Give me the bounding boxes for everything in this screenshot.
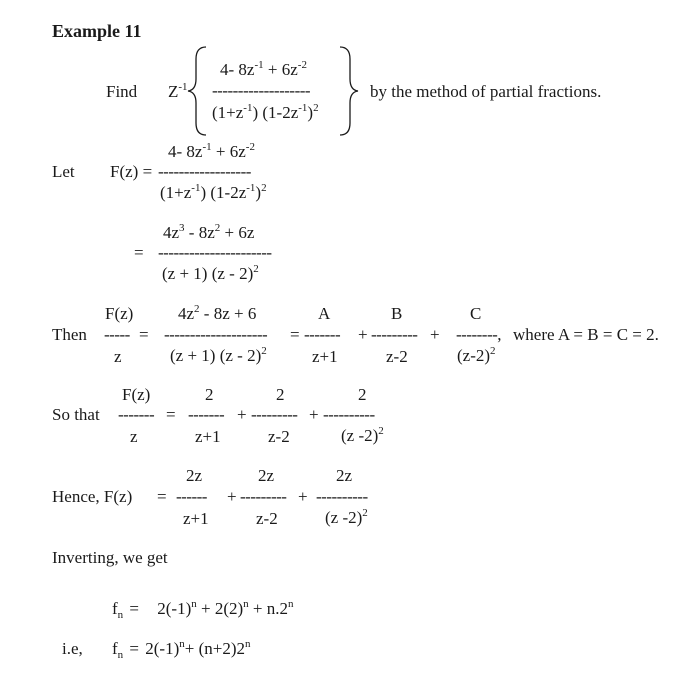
then-c-denominator: $(z-2)^2$ [457, 345, 496, 365]
find-numerator: 4- $8z^{-1} + 6z^{-2}$ [220, 59, 307, 79]
sothat-plus-2: + [309, 405, 319, 424]
sothat-term1-bar: ------- [188, 405, 225, 424]
hence-label: Hence, F(z) [52, 487, 133, 506]
then-label: Then [52, 325, 87, 344]
then-b-bar: --------- [371, 325, 418, 344]
let-fraction-bar: ------------------ [158, 162, 251, 181]
then-mid-numerator: $4z^2 - 8z + 6$ [178, 303, 257, 323]
left-brace-icon [186, 45, 212, 137]
sothat-term3-bar: ---------- [323, 405, 375, 424]
then-lhs-numerator: F(z) [105, 304, 134, 323]
z-inverse-operator: $Z^{-1}$ [168, 81, 188, 101]
ie-label: i.e, [62, 639, 83, 658]
sothat-lhs-denominator: z [130, 427, 138, 446]
hence-equals: = [157, 487, 167, 506]
step2-equals: = [134, 243, 144, 262]
sothat-lhs-bar: ------- [118, 405, 155, 424]
sothat-label: So that [52, 405, 100, 424]
hence-term3-bar: ---------- [316, 487, 368, 506]
find-label: Find [106, 82, 138, 101]
hence-plus-2: + [298, 487, 308, 506]
then-a-denominator: z+1 [312, 347, 338, 366]
example-heading: Example 11 [52, 21, 142, 41]
hence-term1-numerator: 2z [186, 466, 203, 485]
sothat-term2-numerator: 2 [276, 385, 285, 404]
method-text: by the method of partial fractions. [370, 82, 602, 101]
hence-term1-denominator: z+1 [183, 509, 209, 528]
then-lhs-bar: ----- [104, 325, 130, 344]
then-where-text: where A = B = C = 2. [513, 325, 659, 344]
then-plus-1: + [358, 325, 368, 344]
sothat-plus-1: + [237, 405, 247, 424]
sothat-lhs-numerator: F(z) [122, 385, 151, 404]
find-fraction-bar: ------------------- [212, 81, 311, 100]
then-mid-denominator: (z + 1) (z - 2)$^2$ [170, 345, 267, 365]
sothat-term1-denominator: z+1 [195, 427, 221, 446]
hence-term1-bar: ------ [176, 487, 207, 506]
inverting-text: Inverting, we get [52, 548, 168, 567]
then-b-denominator: z-2 [386, 347, 408, 366]
hence-term2-numerator: 2z [258, 466, 275, 485]
then-equals-2: = [290, 325, 300, 344]
step2-denominator: (z + 1) (z - 2)$^2$ [162, 263, 259, 283]
hence-term2-bar: --------- [240, 487, 287, 506]
let-denominator: $(1+z^{-1})$ $(1-2z^{-1})^2$ [160, 182, 267, 202]
sothat-term2-denominator: z-2 [268, 427, 290, 446]
hence-plus-1: + [227, 487, 237, 506]
let-lhs: F(z) = [110, 162, 153, 181]
hence-term2-denominator: z-2 [256, 509, 278, 528]
find-denominator: $(1+z^{-1})$ $(1-2z^{-1})^2$ [212, 102, 319, 122]
sothat-term3-numerator: 2 [358, 385, 367, 404]
result-1: $f_n = 2(-1)^n + 2(2)^n + n.2^n$ [112, 598, 294, 621]
let-numerator: 4- $8z^{-1} + 6z^{-2}$ [168, 141, 255, 161]
sothat-term3-denominator: (z -2)$^2$ [341, 425, 384, 445]
then-plus-2: + [430, 325, 440, 344]
then-c-numerator: C [470, 304, 482, 323]
let-label: Let [52, 162, 75, 181]
then-b-numerator: B [391, 304, 403, 323]
hence-term3-numerator: 2z [336, 466, 353, 485]
sothat-term2-bar: --------- [251, 405, 298, 424]
then-lhs-denominator: z [114, 347, 122, 366]
result-2: $f_n = 2(-1)^n+ (n+2)2^n$ [112, 638, 251, 661]
sothat-equals: = [166, 405, 176, 424]
then-a-bar: ------- [304, 325, 341, 344]
right-brace-icon [336, 45, 362, 137]
then-mid-bar: -------------------- [164, 325, 268, 344]
then-a-numerator: A [318, 304, 331, 323]
then-equals-1: = [139, 325, 149, 344]
step2-numerator: $4z^3 - 8z^2 + 6z$ [163, 222, 255, 242]
sothat-term1-numerator: 2 [205, 385, 214, 404]
step2-fraction-bar: ---------------------- [158, 243, 272, 262]
hence-term3-denominator: (z -2)$^2$ [325, 507, 368, 527]
then-c-bar: --------, [456, 325, 502, 344]
